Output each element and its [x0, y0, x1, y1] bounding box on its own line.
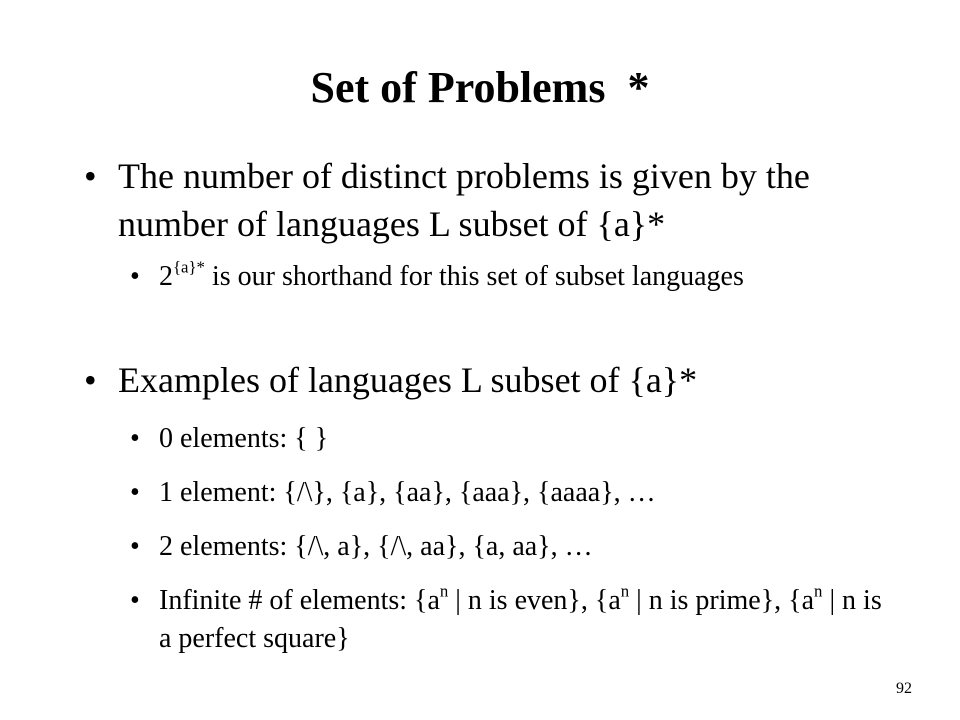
bullet-text: 2 elements: {/\, a}, {/\, aa}, {a, aa}, … [159, 531, 593, 562]
bullet-superscript: n [620, 581, 630, 601]
bullet-icon: • [130, 423, 140, 454]
bullet-text-part: | n is a perfect square} [159, 585, 882, 654]
bullet-icon: • [130, 261, 140, 292]
bullet-icon: • [84, 156, 97, 196]
bullet-item [84, 152, 884, 248]
sub-bullet-item [130, 528, 890, 566]
bullet-icon: • [130, 585, 140, 616]
bullet-text: 1 element: {/\}, {a}, {aa}, {aaa}, {aaaa}, … [159, 477, 656, 508]
bullet-text: Examples of languages L subset of {a}* [118, 360, 698, 400]
bullet-text-part: | n is prime}, {a [629, 585, 815, 616]
bullet-text-prefix: 2 [159, 261, 173, 292]
slide-title: Set of Problems * [310, 63, 650, 112]
bullet-text-part: Infinite # of elements: {a [159, 585, 440, 616]
page-number: 92 [896, 680, 912, 697]
sub-bullet-item [130, 474, 890, 512]
bullet-superscript: {a}* [173, 257, 205, 277]
bullet-icon: • [130, 477, 140, 508]
bullet-superscript: n [814, 581, 823, 601]
bullet-text: The number of distinct problems is given by the number of languages L subset of {a}* [118, 156, 810, 244]
sub-bullet-item [130, 420, 890, 458]
bullet-text-suffix: is our shorthand for this set of subset languages [204, 261, 744, 292]
bullet-text: 0 elements: { } [159, 423, 329, 454]
bullet-text-part: | n is even}, {a [448, 585, 621, 616]
bullet-icon: • [130, 531, 140, 562]
bullet-superscript: n [439, 581, 449, 601]
bullet-item [84, 356, 884, 404]
sub-bullet-item [130, 582, 890, 658]
bullet-icon: • [84, 360, 97, 400]
sub-bullet-item [130, 258, 890, 296]
